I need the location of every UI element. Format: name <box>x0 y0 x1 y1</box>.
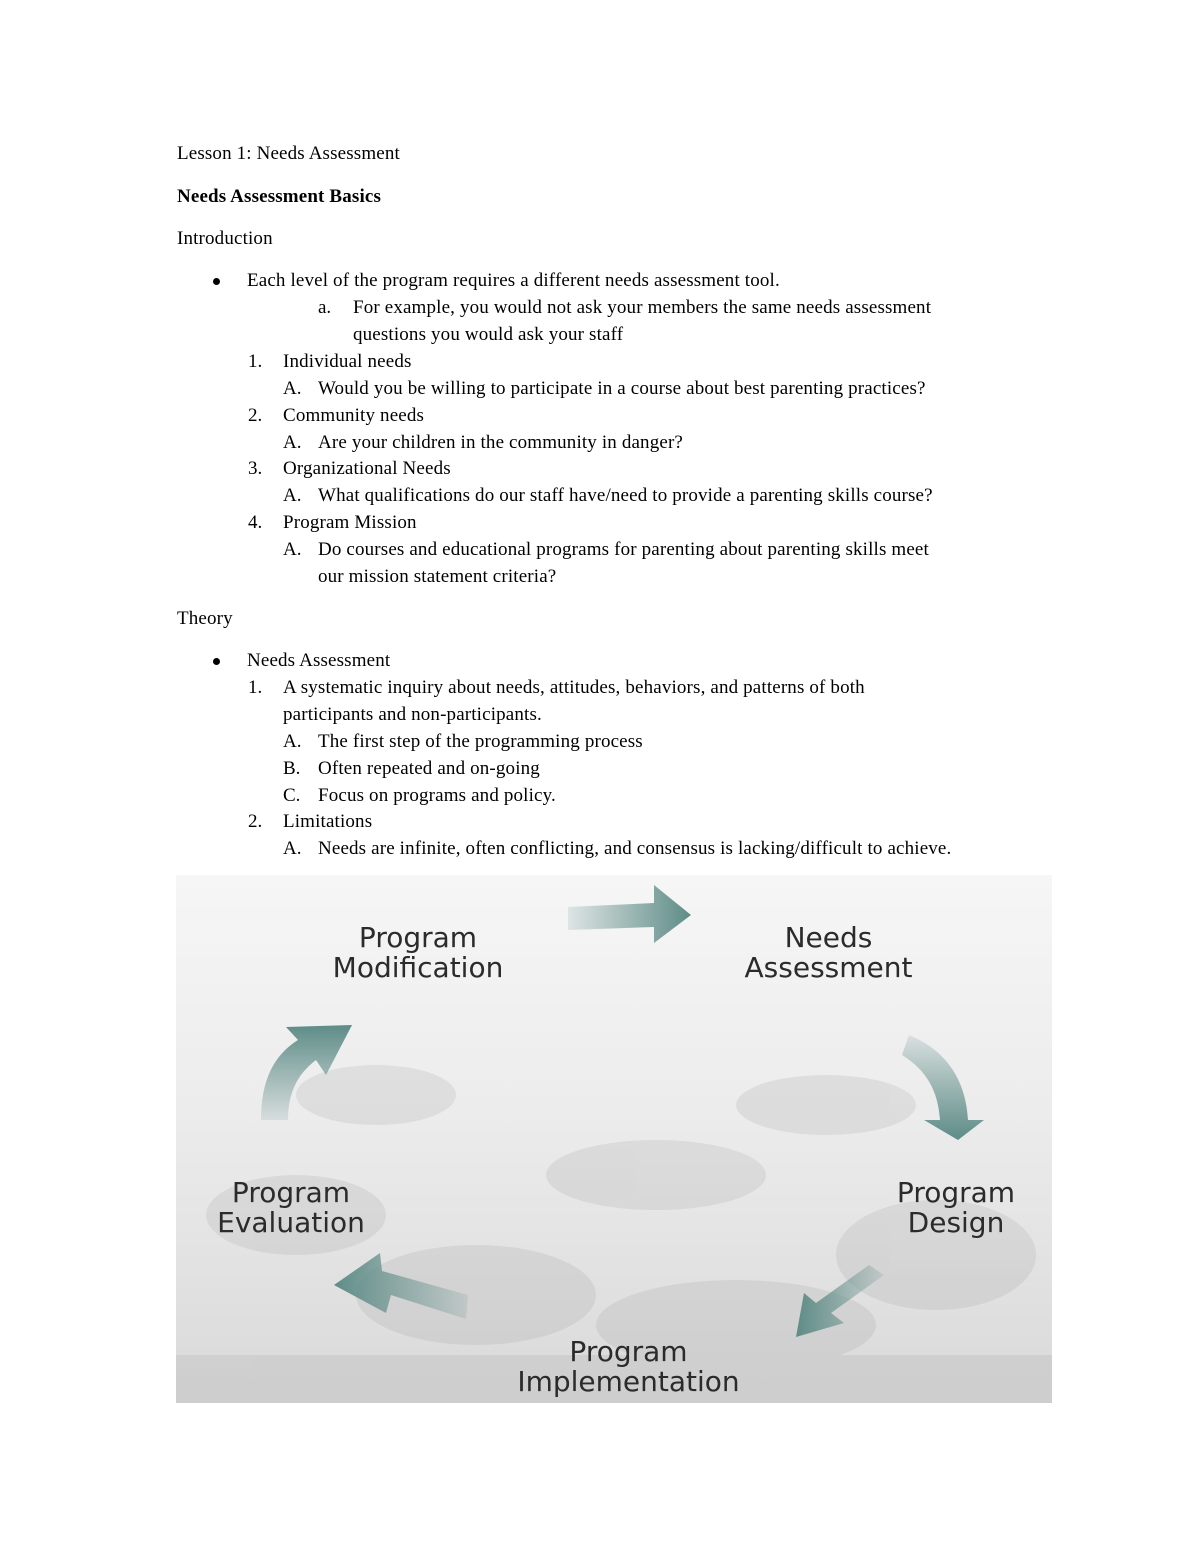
list-item-sub: What qualifications do our staff have/need to provide a parenting skills course? <box>318 485 933 506</box>
list-marker: C. <box>283 785 301 806</box>
theory-item1-line2: participants and non-participants. <box>283 704 542 725</box>
list-item-sub: The first step of the programming process <box>318 731 643 752</box>
stage-needs-assessment <box>696 923 961 983</box>
list-number: 2. <box>248 811 263 832</box>
lesson-title: Lesson 1: Needs Assessment <box>177 143 400 164</box>
list-item-label: Program Mission <box>283 512 417 533</box>
stage-program-design <box>866 1178 1046 1238</box>
bullet-icon <box>213 278 220 285</box>
stage-label-line2: Evaluation <box>217 1206 365 1239</box>
stage-program-implementation <box>476 1337 781 1397</box>
stage-program-evaluation <box>186 1178 396 1238</box>
list-item-label: Organizational Needs <box>283 458 451 479</box>
intro-sub-a-line1: For example, you would not ask your members the same needs assessment <box>353 297 932 318</box>
stage-label-line2: Design <box>907 1206 1005 1239</box>
list-item-sub: Do courses and educational programs for parenting about parenting skills meet <box>318 539 929 560</box>
stage-label-line1: Needs <box>784 921 873 954</box>
list-marker: a. <box>318 297 332 318</box>
list-marker: A. <box>283 378 302 399</box>
list-marker: A. <box>283 432 302 453</box>
bullet-icon <box>213 658 220 665</box>
theory-bullet-text: Needs Assessment <box>247 650 391 671</box>
list-number: 3. <box>248 458 263 479</box>
stage-label-line2: Modification <box>332 951 504 984</box>
stage-label-line1: Program <box>358 921 478 954</box>
stage-program-modification <box>298 923 538 983</box>
list-marker: A. <box>283 731 302 752</box>
intro-bullet-text: Each level of the program requires a different needs assessment tool. <box>247 270 780 291</box>
stage-label-line2: Implementation <box>517 1365 740 1398</box>
list-item-label: Individual needs <box>283 351 412 372</box>
list-marker: A. <box>283 485 302 506</box>
list-item-label: Limitations <box>283 811 373 832</box>
list-number: 4. <box>248 512 263 533</box>
introduction-heading: Introduction <box>177 228 273 249</box>
list-marker: A. <box>283 539 302 560</box>
list-item-sub: Would you be willing to participate in a course about best parenting practices? <box>318 378 926 399</box>
list-number: 2. <box>248 405 263 426</box>
list-marker: B. <box>283 758 301 779</box>
list-item-sub: Focus on programs and policy. <box>318 785 556 806</box>
intro-sub-a-line2: questions you would ask your staff <box>353 324 624 345</box>
list-item-sub: Needs are infinite, often conflicting, and consensus is lacking/difficult to achieve. <box>318 838 952 859</box>
stage-label-line2: Assessment <box>744 951 913 984</box>
list-item-label: Community needs <box>283 405 425 426</box>
theory-item1-line1: A systematic inquiry about needs, attitudes, behaviors, and patterns of both <box>283 677 865 698</box>
list-item-sub: Often repeated and on-going <box>318 758 540 779</box>
list-marker: A. <box>283 838 302 859</box>
program-cycle-diagram <box>176 875 1052 1403</box>
list-item-sub: Are your children in the community in danger? <box>318 432 684 453</box>
list-number: 1. <box>248 677 263 698</box>
section-heading: Needs Assessment Basics <box>177 186 382 207</box>
list-item-sub-line2: our mission statement criteria? <box>318 566 557 587</box>
stage-label-line1: Program <box>569 1335 688 1368</box>
theory-heading: Theory <box>177 608 233 629</box>
stage-label-line1: Program <box>231 1176 351 1209</box>
list-number: 1. <box>248 351 263 372</box>
stage-label-line1: Program <box>896 1176 1016 1209</box>
